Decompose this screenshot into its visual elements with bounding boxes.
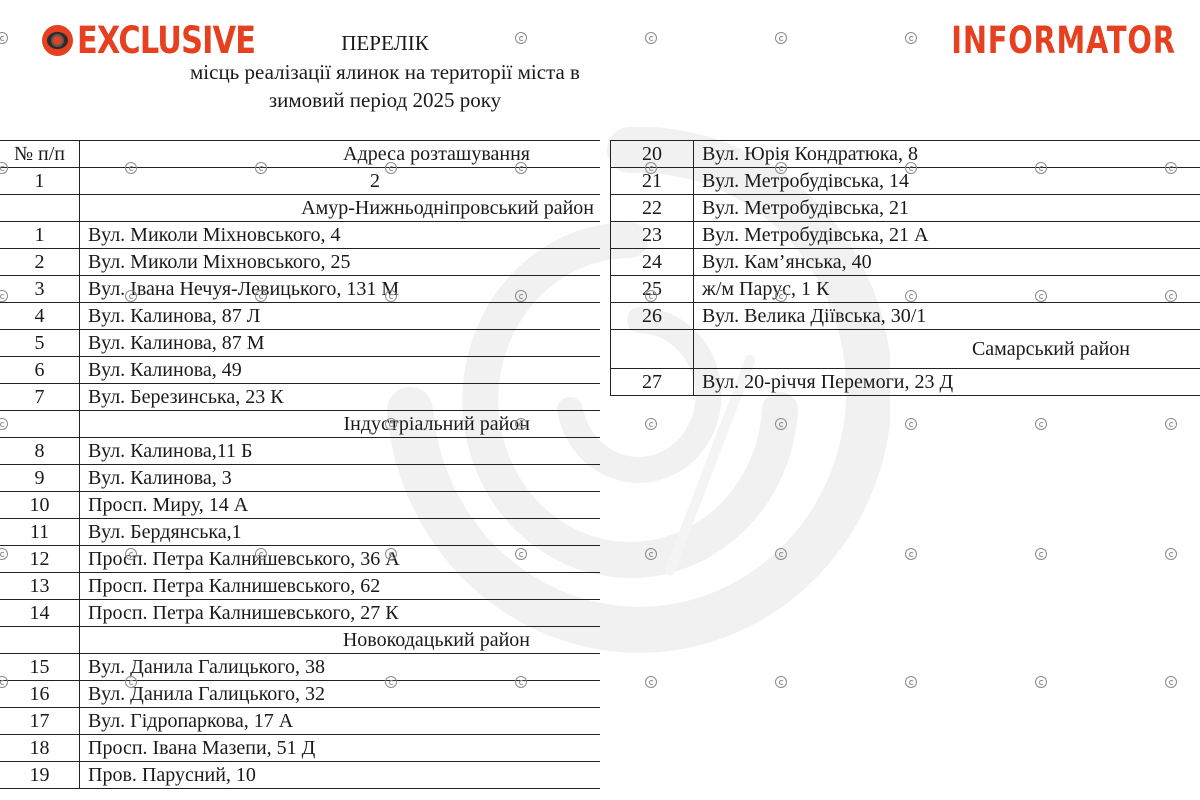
table-row [611, 222, 1200, 249]
watermark-dot-icon [645, 676, 657, 688]
district-row [0, 627, 600, 654]
watermark-dot-icon [1035, 676, 1047, 688]
row-address: Вул. Івана Нечуя-Левицького, 131 М [80, 276, 601, 303]
row-address: Просп. Петра Калнишевського, 62 [80, 573, 601, 600]
row-address: Вул. Велика Діївська, 30/1 [694, 303, 1200, 330]
watermark-dot-icon [775, 676, 787, 688]
table-row [0, 222, 600, 249]
row-number: 5 [0, 330, 80, 357]
table-row [0, 465, 600, 492]
row-number: 6 [0, 357, 80, 384]
row-number: 17 [0, 708, 80, 735]
watermark-dot-icon [1165, 676, 1177, 688]
watermark-dot-icon [775, 548, 787, 560]
row-address: Вул. Данила Галицького, 38 [80, 654, 601, 681]
table-row [611, 303, 1200, 330]
row-number: 7 [0, 384, 80, 411]
district-row [0, 411, 600, 438]
district-row [611, 330, 1200, 369]
column-index-row [0, 168, 600, 195]
table-row [0, 438, 600, 465]
row-address: Просп. Петра Калнишевського, 27 К [80, 600, 601, 627]
row-number: 22 [611, 195, 694, 222]
row-number: 21 [611, 168, 694, 195]
table-row [0, 708, 600, 735]
watermark-dot-icon [645, 548, 657, 560]
addresses-table-right [610, 140, 1200, 396]
row-number: 11 [0, 519, 80, 546]
table-row [611, 141, 1200, 168]
table-row [0, 384, 600, 411]
document-title: ПЕРЕЛІК [341, 31, 429, 55]
table-row [0, 762, 600, 789]
header-number: № п/п [0, 141, 80, 168]
row-address: Вул. Метробудівська, 21 А [694, 222, 1200, 249]
subtitle-line-2: зимовий період 2025 року [268, 88, 502, 112]
row-address: Вул. Калинова, 87 М [80, 330, 601, 357]
table-row [0, 330, 600, 357]
row-number: 16 [0, 681, 80, 708]
row-address: Просп. Івана Мазепи, 51 Д [80, 735, 601, 762]
watermark-dot-icon [905, 676, 917, 688]
row-address: Вул. Калинова,11 Б [80, 438, 601, 465]
district-name: Новокодацький район [80, 627, 601, 654]
row-address: Вул. Бердянська,1 [80, 519, 601, 546]
empty-cell [0, 411, 80, 438]
row-number: 8 [0, 438, 80, 465]
row-number: 4 [0, 303, 80, 330]
district-row [0, 195, 600, 222]
row-address: Вул. Калинова, 49 [80, 357, 601, 384]
row-number: 15 [0, 654, 80, 681]
row-number: 27 [611, 369, 694, 396]
column-index-number: 1 [0, 168, 80, 195]
row-number: 20 [611, 141, 694, 168]
row-address: Вул. Данила Галицького, 32 [80, 681, 601, 708]
header-address: Адреса розташування [80, 141, 601, 168]
table-header-row [0, 141, 600, 168]
empty-cell [611, 330, 694, 369]
row-address: Просп. Петра Калнишевського, 36 А [80, 546, 601, 573]
row-number: 14 [0, 600, 80, 627]
subtitle-line-1: місць реалізації ялинок на території міста в [190, 60, 580, 84]
table-row [0, 546, 600, 573]
row-number: 26 [611, 303, 694, 330]
table-row [611, 369, 1200, 396]
informator-logo: INFORMATOR [951, 19, 1176, 62]
watermark-dot-icon [905, 32, 917, 44]
row-number: 1 [0, 222, 80, 249]
row-address: Вул. Метробудівська, 21 [694, 195, 1200, 222]
watermark-dot-icon [645, 32, 657, 44]
district-name: Амур-Нижньодніпровський район [80, 195, 601, 222]
table-row [0, 357, 600, 384]
column-index-address: 2 [80, 168, 601, 195]
row-number: 24 [611, 249, 694, 276]
table-row [611, 168, 1200, 195]
row-address: Вул. Миколи Міхновського, 25 [80, 249, 601, 276]
row-number: 2 [0, 249, 80, 276]
table-row [0, 681, 600, 708]
watermark-dot-icon [645, 418, 657, 430]
row-address: Вул. Калинова, 87 Л [80, 303, 601, 330]
row-address: Просп. Миру, 14 А [80, 492, 601, 519]
watermark-dot-icon [775, 418, 787, 430]
table-row [0, 519, 600, 546]
row-address: Вул. Миколи Міхновського, 4 [80, 222, 601, 249]
district-name: Індустріальний район [80, 411, 601, 438]
row-number: 18 [0, 735, 80, 762]
row-address: Вул. Метробудівська, 14 [694, 168, 1200, 195]
watermark-dot-icon [905, 548, 917, 560]
row-address: Вул. 20-річчя Перемоги, 23 Д [694, 369, 1200, 396]
watermark-dot-icon [1035, 418, 1047, 430]
table-row [0, 249, 600, 276]
table-row [611, 195, 1200, 222]
row-address: Вул. Калинова, 3 [80, 465, 601, 492]
row-number: 3 [0, 276, 80, 303]
row-number: 23 [611, 222, 694, 249]
table-row [0, 276, 600, 303]
row-number: 10 [0, 492, 80, 519]
table-row [0, 573, 600, 600]
row-address: Вул. Березинська, 23 К [80, 384, 601, 411]
row-address: ж/м Парус, 1 К [694, 276, 1200, 303]
watermark-dot-icon [0, 32, 8, 44]
row-address: Вул. Гідропаркова, 17 А [80, 708, 601, 735]
row-number: 9 [0, 465, 80, 492]
row-address: Пров. Парусний, 10 [80, 762, 601, 789]
watermark-dot-icon [1035, 548, 1047, 560]
watermark-dot-icon [1165, 418, 1177, 430]
row-address: Вул. Юрія Кондратюка, 8 [694, 141, 1200, 168]
table-row [0, 600, 600, 627]
table-row [0, 492, 600, 519]
table-row [0, 735, 600, 762]
empty-cell [0, 627, 80, 654]
table-row [0, 654, 600, 681]
table-row [611, 276, 1200, 303]
row-number: 25 [611, 276, 694, 303]
watermark-dot-icon [1165, 548, 1177, 560]
eye-icon [42, 25, 73, 56]
row-address: Вул. Кам’янська, 40 [694, 249, 1200, 276]
addresses-table-left [0, 140, 600, 789]
empty-cell [0, 195, 80, 222]
watermark-dot-icon [905, 418, 917, 430]
table-row [611, 249, 1200, 276]
district-name: Самарський район [694, 330, 1200, 369]
exclusive-logo-text: EXCLUSIVE [77, 19, 256, 62]
row-number: 12 [0, 546, 80, 573]
table-row [0, 303, 600, 330]
row-number: 13 [0, 573, 80, 600]
watermark-dot-icon [775, 32, 787, 44]
row-number: 19 [0, 762, 80, 789]
document-subtitle [165, 58, 605, 114]
